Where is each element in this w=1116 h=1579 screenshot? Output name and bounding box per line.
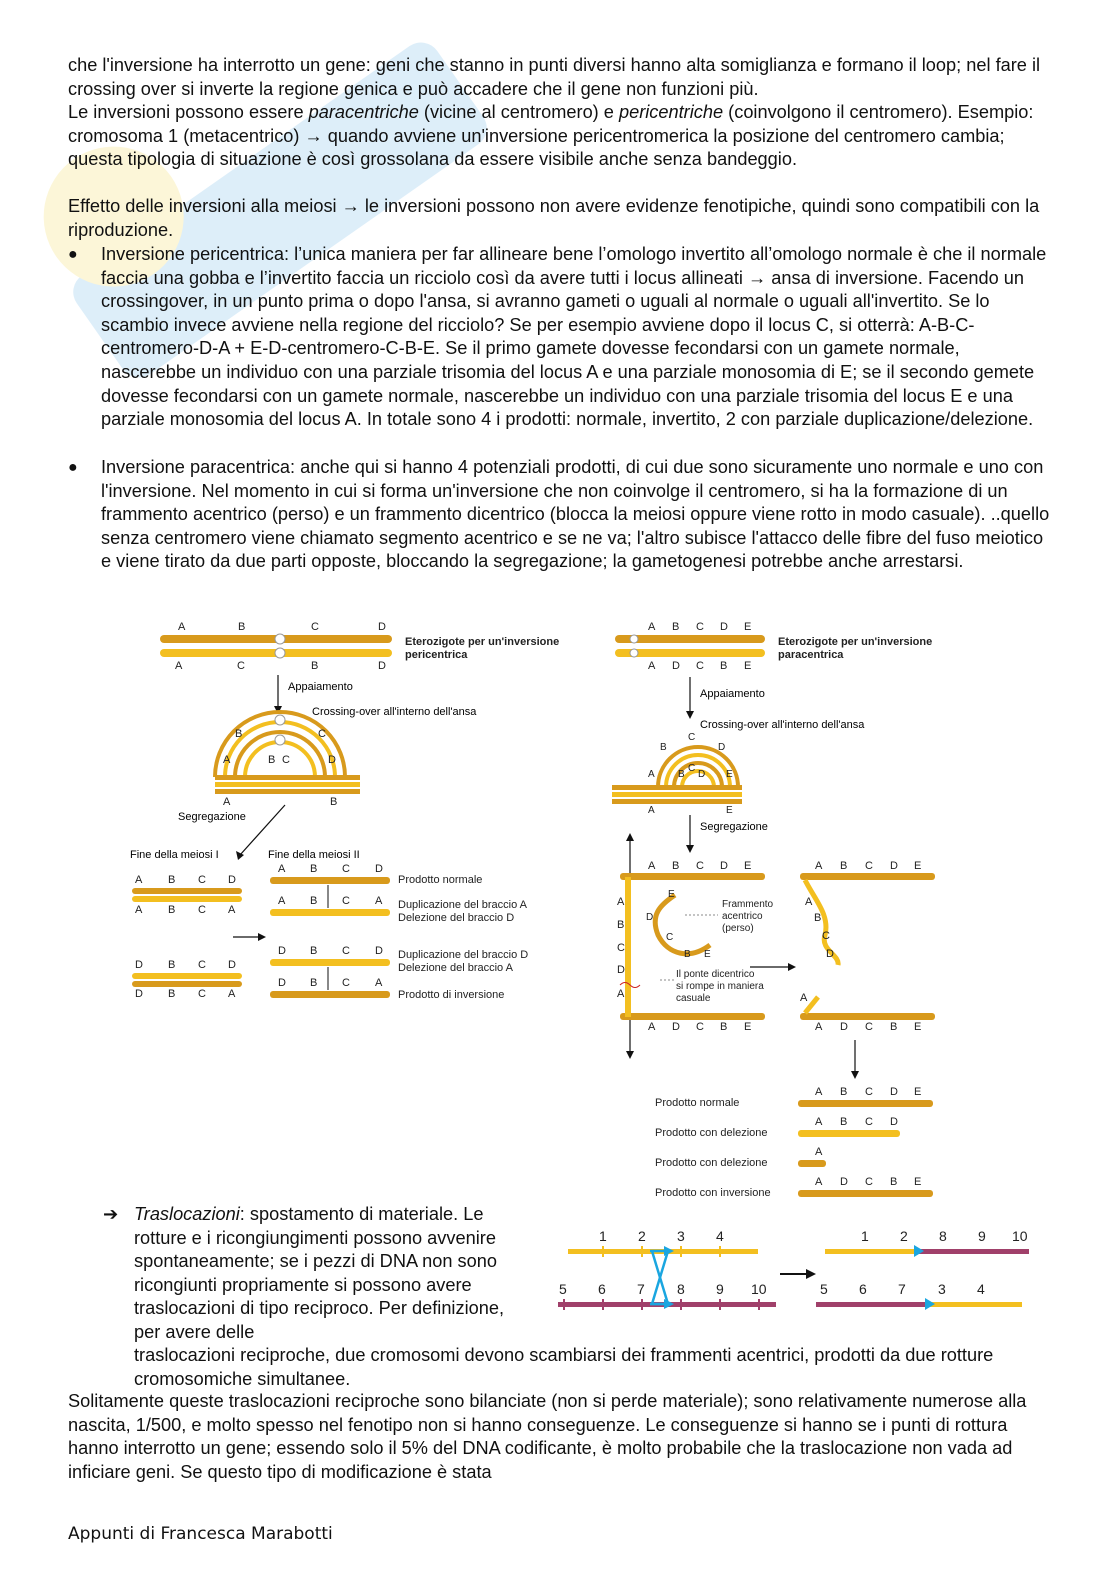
- svg-text:7: 7: [898, 1281, 906, 1297]
- svg-text:B: B: [310, 863, 318, 875]
- svg-text:A: A: [648, 860, 656, 872]
- svg-text:C: C: [865, 1176, 873, 1188]
- acentric-label: Frammento acentrico (perso): [722, 899, 774, 934]
- segregation-label: Segregazione: [178, 811, 246, 823]
- svg-text:2: 2: [638, 1228, 646, 1244]
- svg-text:D: D: [826, 948, 834, 960]
- svg-text:C: C: [198, 959, 206, 971]
- footer: Appunti di Francesca Marabotti: [68, 1524, 333, 1544]
- bridge-label: Il ponte dicentrico si rompe in maniera casuale: [676, 969, 764, 1004]
- svg-text:D: D: [228, 959, 236, 971]
- svg-text:C: C: [822, 930, 830, 942]
- svg-text:E: E: [744, 1021, 752, 1033]
- svg-text:B: B: [330, 796, 338, 808]
- svg-text:C: C: [318, 728, 326, 740]
- svg-text:8: 8: [677, 1281, 685, 1297]
- svg-text:B: B: [720, 1021, 728, 1033]
- svg-text:E: E: [726, 769, 733, 780]
- product-label: Prodotto con delezione: [655, 1157, 768, 1169]
- svg-text:C: C: [198, 988, 206, 1000]
- svg-text:A: A: [648, 769, 655, 780]
- svg-text:D: D: [890, 860, 898, 872]
- svg-text:C: C: [666, 932, 674, 943]
- svg-text:A: A: [648, 660, 656, 672]
- product-label: Duplicazione del braccio D: [398, 949, 529, 961]
- svg-text:C: C: [696, 860, 704, 872]
- svg-text:C: C: [696, 621, 704, 633]
- locus-label: B: [311, 660, 319, 672]
- svg-text:E: E: [914, 860, 922, 872]
- svg-text:A: A: [135, 874, 143, 886]
- svg-text:B: B: [268, 754, 276, 766]
- svg-text:D: D: [720, 621, 728, 633]
- svg-text:C: C: [696, 660, 704, 672]
- product-label: Delezione del braccio D: [398, 912, 515, 924]
- svg-text:A: A: [805, 896, 813, 908]
- svg-text:C: C: [688, 732, 696, 743]
- svg-text:A: A: [800, 992, 808, 1004]
- locus-label: C: [237, 660, 245, 672]
- svg-text:8: 8: [939, 1228, 947, 1244]
- locus-label: B: [238, 621, 246, 633]
- svg-text:D: D: [617, 964, 625, 976]
- product-label: Prodotto con delezione: [655, 1127, 768, 1139]
- svg-text:B: B: [840, 860, 848, 872]
- svg-text:B: B: [814, 912, 822, 924]
- locus-label: C: [311, 621, 319, 633]
- locus-label: A: [178, 621, 186, 633]
- svg-text:A: A: [815, 1146, 823, 1158]
- svg-text:E: E: [668, 889, 675, 900]
- paragraph-final: Solitamente queste traslocazioni reciproche sono bilanciate (non si perde materiale); sono relativamente numerose alla nascita, 1/500, e molto spesso nel fenotipo non si hanno conseguenze. Le conseguenze si hanno se i punti di rottura hanno interrotto un gene; essendo solo il 5% del DNA codificante, è molto probabile che la traslocazione non vada ad inficiare geni. Se questo tipo di modificazione è stata: [68, 1391, 1027, 1482]
- svg-text:C: C: [696, 1021, 704, 1033]
- svg-text:A: A: [617, 988, 625, 1000]
- svg-text:B: B: [617, 919, 625, 931]
- svg-text:B: B: [235, 728, 243, 740]
- svg-text:D: D: [672, 1021, 680, 1033]
- svg-text:A: A: [223, 796, 231, 808]
- svg-text:1: 1: [861, 1228, 869, 1244]
- svg-text:7: 7: [637, 1281, 645, 1297]
- svg-text:E: E: [914, 1176, 922, 1188]
- svg-text:D: D: [718, 742, 726, 753]
- svg-text:A: A: [228, 988, 236, 1000]
- svg-text:B: B: [840, 1116, 848, 1128]
- product-label: Prodotto di inversione: [398, 989, 505, 1001]
- svg-text:B: B: [310, 895, 318, 907]
- bullet-dot: ●: [68, 459, 78, 476]
- svg-text:C: C: [617, 942, 625, 954]
- locus-label: D: [378, 621, 386, 633]
- svg-text:C: C: [198, 904, 206, 916]
- svg-text:9: 9: [978, 1228, 986, 1244]
- svg-text:D: D: [698, 769, 706, 780]
- svg-text:A: A: [648, 621, 656, 633]
- svg-text:1: 1: [599, 1228, 607, 1244]
- svg-text:D: D: [890, 1086, 898, 1098]
- product-label: Delezione del braccio A: [398, 962, 513, 974]
- product-label: Prodotto normale: [398, 874, 483, 886]
- svg-text:D: D: [840, 1176, 848, 1188]
- svg-text:E: E: [726, 805, 733, 816]
- product-label: Prodotto normale: [655, 1097, 740, 1109]
- svg-text:B: B: [168, 959, 176, 971]
- svg-text:A: A: [815, 860, 823, 872]
- svg-text:C: C: [282, 754, 290, 766]
- svg-text:B: B: [310, 977, 318, 989]
- svg-text:A: A: [375, 895, 383, 907]
- svg-text:C: C: [342, 863, 350, 875]
- svg-text:D: D: [890, 1116, 898, 1128]
- svg-text:A: A: [228, 904, 236, 916]
- svg-text:C: C: [865, 860, 873, 872]
- svg-text:6: 6: [598, 1281, 606, 1297]
- svg-text:2: 2: [900, 1228, 908, 1244]
- product-label: Duplicazione del braccio A: [398, 899, 528, 911]
- svg-text:A: A: [648, 1021, 656, 1033]
- svg-text:D: D: [375, 945, 383, 957]
- svg-text:D: D: [672, 660, 680, 672]
- svg-text:D: D: [278, 945, 286, 957]
- locus-label: D: [378, 660, 386, 672]
- svg-text:4: 4: [977, 1281, 985, 1297]
- svg-text:10: 10: [751, 1281, 767, 1297]
- pairing-label: Appaiamento: [288, 681, 353, 693]
- svg-text:B: B: [168, 874, 176, 886]
- svg-text:A: A: [815, 1021, 823, 1033]
- locus-label: A: [175, 660, 183, 672]
- svg-text:5: 5: [559, 1281, 567, 1297]
- svg-text:A: A: [815, 1176, 823, 1188]
- svg-text:A: A: [278, 863, 286, 875]
- svg-text:3: 3: [938, 1281, 946, 1297]
- paragraph-2: Le inversioni possono essere paracentriche (vicine al centromero) e pericentriche (coinvolgono il centromero). Esempio: cromosoma 1 (metacentrico) → quando avviene un'inversione pericentromerica la posizione del centromero cambia; questa tipologia di situazione è così grossolana da essere visibile anche senza bandeggio.: [68, 102, 1034, 170]
- svg-text:D: D: [278, 977, 286, 989]
- svg-text:B: B: [684, 949, 691, 960]
- svg-text:B: B: [840, 1086, 848, 1098]
- svg-text:C: C: [198, 874, 206, 886]
- figure-title: Eterozigote per un'inversione pericentrica: [405, 636, 560, 661]
- paragraph-3: Effetto delle inversioni alla meiosi → le inversioni possono non avere evidenze fenotipiche, quindi sono compatibili con la riproduzione.: [68, 196, 1040, 240]
- svg-text:B: B: [678, 769, 685, 780]
- svg-text:B: B: [890, 1021, 898, 1033]
- svg-text:A: A: [648, 805, 655, 816]
- crossing-label: Crossing-over all'interno dell'ansa: [700, 719, 865, 731]
- bullet-dot: ●: [68, 246, 78, 263]
- svg-text:A: A: [815, 1116, 823, 1128]
- svg-text:A: A: [375, 977, 383, 989]
- svg-text:9: 9: [716, 1281, 724, 1297]
- svg-text:E: E: [744, 860, 752, 872]
- svg-text:B: B: [720, 660, 728, 672]
- segregation-label: Segregazione: [700, 821, 768, 833]
- svg-text:D: D: [135, 988, 143, 1000]
- svg-text:E: E: [914, 1021, 922, 1033]
- svg-text:B: B: [672, 621, 680, 633]
- svg-text:C: C: [865, 1086, 873, 1098]
- svg-text:C: C: [342, 977, 350, 989]
- svg-text:A: A: [815, 1086, 823, 1098]
- svg-text:C: C: [688, 763, 696, 774]
- svg-text:5: 5: [820, 1281, 828, 1297]
- crossing-label: Crossing-over all'interno dell'ansa: [312, 706, 477, 718]
- svg-text:B: B: [660, 742, 667, 753]
- svg-text:A: A: [223, 754, 231, 766]
- svg-text:D: D: [840, 1021, 848, 1033]
- svg-text:A: A: [278, 895, 286, 907]
- paragraph-1: che l'inversione ha interrotto un gene: geni che stanno in punti diversi hanno alta somiglianza e formano il loop; nel fare il crossing over si inverte la regione genica e può accadere che il gene non funzioni più.: [68, 55, 1041, 99]
- figure-title: Eterozigote per un'inversione paracentrica: [778, 636, 933, 661]
- svg-text:D: D: [720, 860, 728, 872]
- figure-translocation: [550, 1222, 1040, 1322]
- svg-text:B: B: [310, 945, 318, 957]
- svg-text:A: A: [617, 896, 625, 908]
- svg-text:E: E: [744, 660, 752, 672]
- svg-text:6: 6: [859, 1281, 867, 1297]
- svg-text:B: B: [168, 904, 176, 916]
- end-meiosis-1: Fine della meiosi I: [130, 849, 219, 861]
- svg-text:D: D: [328, 754, 336, 766]
- product-label: Prodotto con inversione: [655, 1187, 771, 1199]
- svg-text:B: B: [672, 860, 680, 872]
- svg-text:E: E: [744, 621, 752, 633]
- pairing-label: Appaiamento: [700, 688, 765, 700]
- end-meiosis-2: Fine della meiosi II: [268, 849, 360, 861]
- svg-text:B: B: [890, 1176, 898, 1188]
- arrow-icon: ➔: [103, 1204, 119, 1224]
- svg-text:A: A: [135, 904, 143, 916]
- svg-text:C: C: [342, 945, 350, 957]
- figure-paracentric-inversion: [600, 615, 960, 1200]
- svg-text:D: D: [135, 959, 143, 971]
- translocation-continued: traslocazioni reciproche, due cromosomi devono scambiarsi dei frammenti acentrici, prodotti da due rotture cromosomiche simultanee.: [134, 1345, 994, 1389]
- svg-text:D: D: [375, 863, 383, 875]
- svg-text:3: 3: [677, 1228, 685, 1244]
- svg-text:10: 10: [1012, 1228, 1028, 1244]
- svg-text:B: B: [168, 988, 176, 1000]
- svg-text:D: D: [646, 912, 654, 923]
- svg-text:C: C: [342, 895, 350, 907]
- svg-text:C: C: [865, 1116, 873, 1128]
- svg-text:E: E: [914, 1086, 922, 1098]
- figure-pericentric-inversion: [120, 615, 570, 1015]
- svg-text:D: D: [228, 874, 236, 886]
- svg-text:4: 4: [716, 1228, 724, 1244]
- svg-text:C: C: [865, 1021, 873, 1033]
- svg-text:E: E: [704, 949, 711, 960]
